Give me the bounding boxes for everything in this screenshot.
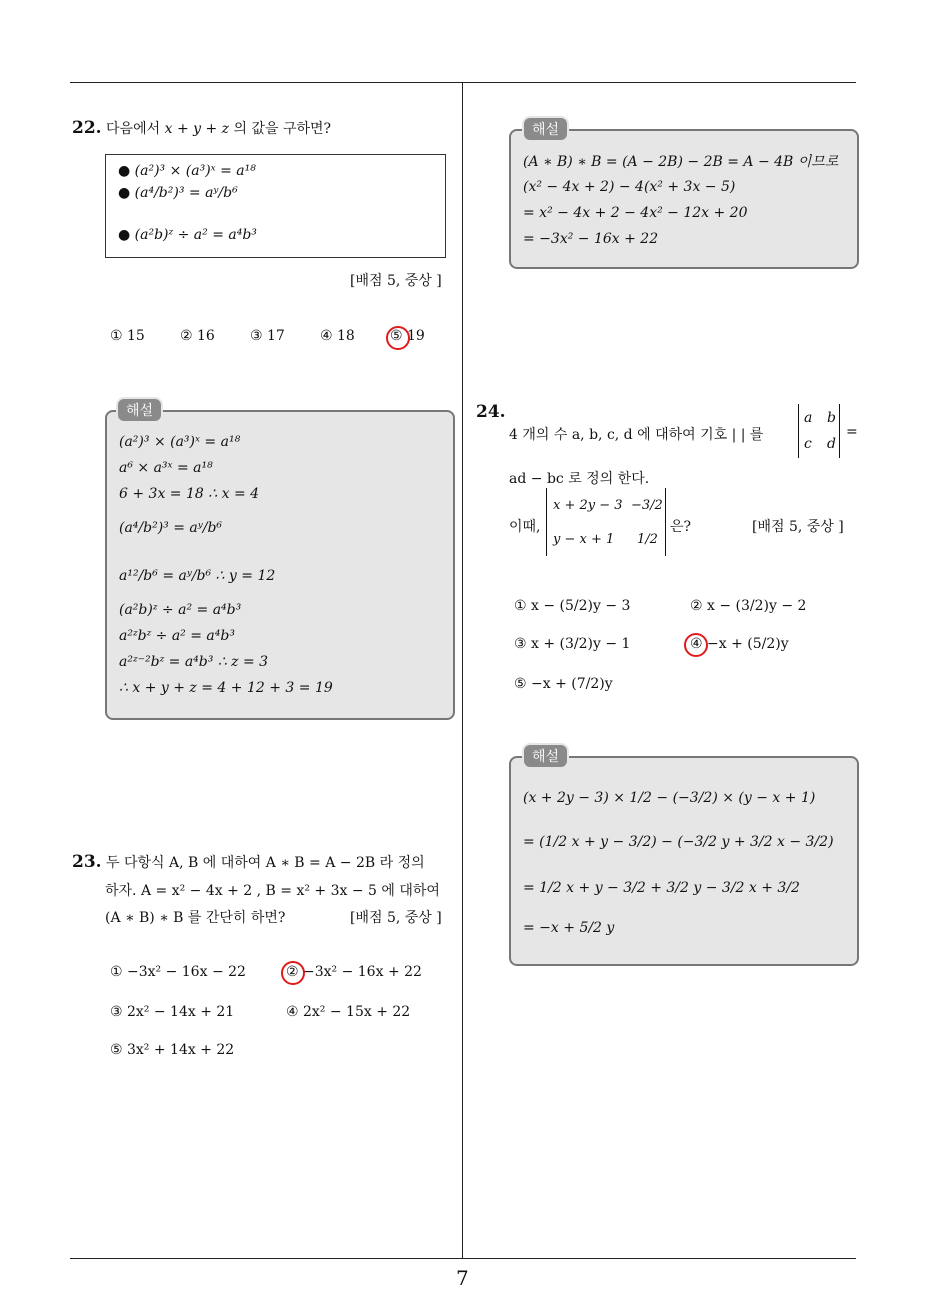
q22-solution-tag: 해설 <box>116 397 163 423</box>
q23-answer-mark <box>281 961 305 985</box>
q24-solution-tag: 해설 <box>522 743 569 769</box>
q24-solution-box <box>509 756 859 966</box>
q24-score: [배점 5, 중상 ] <box>752 519 844 535</box>
q22-given-1: ● (a²)³ × (a³)ˣ = a¹⁸ <box>118 163 256 179</box>
q22-given-3: ● (a²b)ᶻ ÷ a² = a⁴b³ <box>118 227 257 243</box>
q23-score: [배점 5, 중상 ] <box>350 910 442 926</box>
q24-det-b: b <box>827 410 836 426</box>
q24-equals: = <box>846 424 858 440</box>
q24-det-def <box>798 404 840 458</box>
q23-option-4[interactable]: ④ 2x² − 15x + 22 <box>286 1004 411 1020</box>
q24-det-c: c <box>804 436 812 452</box>
q24-sol-4: = −x + 5/2 y <box>523 920 615 936</box>
q22-sol-7: a²ᶻbᶻ ÷ a² = a⁴b³ <box>119 628 235 644</box>
q24-line1: 4 개의 수 a, b, c, d 에 대하여 기호 | | 를 <box>509 427 764 443</box>
q22-sol-4: (a⁴/b²)³ = aʸ/b⁶ <box>119 520 223 536</box>
q24-line2: ad − bc 로 정의 한다. <box>509 471 650 487</box>
q23-option-3[interactable]: ③ 2x² − 14x + 21 <box>110 1004 235 1020</box>
q22-option-2[interactable]: ② 16 <box>180 328 215 344</box>
q23-line3: (A ∗ B) ∗ B 를 간단히 하면? <box>105 910 286 926</box>
page-number: 7 <box>456 1266 469 1290</box>
q22-prompt-pre: 다음에서 <box>106 121 161 137</box>
q23-sol-2: (x² − 4x + 2) − 4(x² + 3x − 5) <box>523 179 736 195</box>
q23-solution-tag: 해설 <box>522 116 569 142</box>
q22-solution-box <box>105 410 455 720</box>
q22-score: [배점 5, 중상 ] <box>350 273 442 289</box>
q24-option-3[interactable]: ③ x + (3/2)y − 1 <box>514 636 631 652</box>
q24-number: 24. <box>476 402 506 422</box>
q24-option-1[interactable]: ① x − (5/2)y − 3 <box>514 598 631 614</box>
q24-sol-2: = (1/2 x + y − 3/2) − (−3/2 y + 3/2 x − 3/2) <box>523 834 834 850</box>
q22-prompt-post: 의 값을 구하면? <box>233 121 332 137</box>
q23-line2: 하자. A = x² − 4x + 2 , B = x² + 3x − 5 에 대하여 <box>105 883 440 899</box>
q23-option-1[interactable]: ① −3x² − 16x − 22 <box>110 964 246 980</box>
q24-option-2[interactable]: ② x − (3/2)y − 2 <box>690 598 807 614</box>
q22-sol-8: a²ᶻ⁻²bᶻ = a⁴b³ ∴ z = 3 <box>119 654 269 670</box>
top-rule <box>70 82 856 83</box>
q22-sol-3: 6 + 3x = 18 ∴ x = 4 <box>119 486 260 502</box>
q24-det2-b: −3/2 <box>631 498 663 513</box>
q24-line3-post: 은? <box>670 519 692 535</box>
q23-sol-1: (A ∗ B) ∗ B = (A − 2B) − 2B = A − 4B 이므로 <box>523 154 839 170</box>
q22-given-2: ● (a⁴/b²)³ = aʸ/b⁶ <box>118 185 238 201</box>
q23-option-2[interactable]: ② −3x² − 16x + 22 <box>286 964 422 980</box>
q23-line1: 두 다항식 A, B 에 대하여 A ∗ B = A − 2B 라 정의 <box>106 855 425 871</box>
q24-option-4[interactable]: ④ −x + (5/2)y <box>690 636 789 652</box>
q22-option-5[interactable]: ⑤ 19 <box>390 328 425 344</box>
q22-sol-6: (a²b)ᶻ ÷ a² = a⁴b³ <box>119 602 242 618</box>
q22-option-4[interactable]: ④ 18 <box>320 328 355 344</box>
q22-option-3[interactable]: ③ 17 <box>250 328 285 344</box>
column-divider <box>462 82 463 1258</box>
q24-det-a: a <box>804 410 813 426</box>
q22-number: 22. <box>72 118 102 138</box>
q24-det2-c: y − x + 1 <box>553 532 615 547</box>
q24-sol-1: (x + 2y − 3) × 1/2 − (−3/2) × (y − x + 1) <box>523 790 816 806</box>
bottom-rule <box>70 1258 856 1259</box>
q24-sol-3: = 1/2 x + y − 3/2 + 3/2 y − 3/2 x + 3/2 <box>523 880 800 896</box>
q22-sol-5: a¹²/b⁶ = aʸ/b⁶ ∴ y = 12 <box>119 568 276 584</box>
q22-option-1[interactable]: ① 15 <box>110 328 145 344</box>
q24-det2-d: 1/2 <box>637 532 658 547</box>
q24-det2-a: x + 2y − 3 <box>553 498 623 513</box>
q22-sol-1: (a²)³ × (a³)ˣ = a¹⁸ <box>119 434 241 450</box>
q24-line3-pre: 이때, <box>509 519 541 535</box>
q23-solution-box <box>509 129 859 269</box>
q23-sol-4: = −3x² − 16x + 22 <box>523 231 659 247</box>
q24-answer-mark <box>684 633 708 657</box>
q22-answer-mark <box>386 326 410 350</box>
q23-option-5[interactable]: ⑤ 3x² + 14x + 22 <box>110 1042 235 1058</box>
q22-prompt-expr: x + y + z <box>164 121 230 137</box>
q23-sol-3: = x² − 4x + 2 − 4x² − 12x + 20 <box>523 205 748 221</box>
q23-number: 23. <box>72 852 102 872</box>
q24-det-expr <box>546 488 666 556</box>
q24-option-5[interactable]: ⑤ −x + (7/2)y <box>514 676 613 692</box>
q22-sol-2: a⁶ × a³ˣ = a¹⁸ <box>119 460 213 476</box>
q22-given-box <box>105 154 446 258</box>
q22-sol-9: ∴ x + y + z = 4 + 12 + 3 = 19 <box>119 680 333 696</box>
q24-det-d: d <box>827 436 836 452</box>
